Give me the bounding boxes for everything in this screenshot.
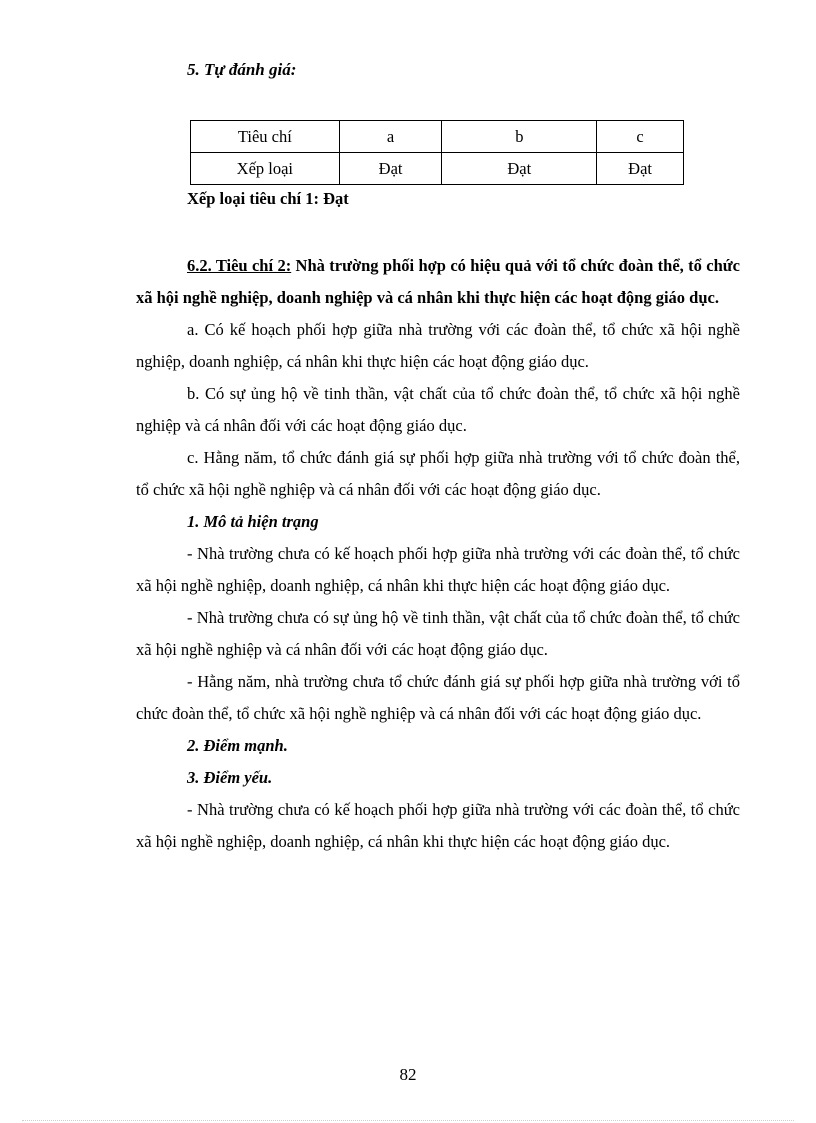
page-bottom-divider xyxy=(22,1120,794,1121)
requirement-c: c. Hằng năm, tổ chức đánh giá sự phối hợp giữa nhà trường với tổ chức đoàn thể, tổ chức xã hội nghề nghiệp và cá nhân đối với các hoạt động giáo dục. xyxy=(136,448,740,499)
page-number: 82 xyxy=(399,1065,417,1084)
criterion-2-title: Nhà trường phối hợp có hiệu quả với tổ chức đoàn thể, tổ chức xã hội nghề nghiệp, doanh nghiệp và cá nhân khi thực hiện các hoạt động giáo dục. xyxy=(136,256,740,307)
table-cell: Xếp loại xyxy=(191,153,340,185)
table-cell: Đạt xyxy=(339,153,442,185)
table-cell: c xyxy=(597,121,684,153)
requirement-a: a. Có kế hoạch phối hợp giữa nhà trường với các đoàn thể, tổ chức xã hội nghề nghiệp, doanh nghiệp, cá nhân khi thực hiện các hoạt động giáo dục. xyxy=(136,320,740,371)
criterion-2-number: 6.2. Tiêu chí 2: xyxy=(187,256,292,275)
requirement-b: b. Có sự ủng hộ về tinh thần, vật chất của tổ chức đoàn thể, tổ chức xã hội nghề nghiệp và cá nhân đối với các hoạt động giáo dục. xyxy=(136,384,740,435)
assessment-table xyxy=(190,120,684,185)
criterion-2-heading xyxy=(136,250,740,314)
current-state-heading: 1. Mô tả hiện trạng xyxy=(187,512,319,531)
criterion-1-rating: Xếp loại tiêu chí 1: Đạt xyxy=(187,189,349,208)
table-cell: Tiêu chí xyxy=(191,121,340,153)
table-row xyxy=(191,153,684,185)
weaknesses-heading: 3. Điểm yếu. xyxy=(187,768,273,787)
table-cell: Đạt xyxy=(442,153,597,185)
strengths-heading: 2. Điểm mạnh. xyxy=(187,736,288,755)
current-state-item: - Nhà trường chưa có kế hoạch phối hợp giữa nhà trường với các đoàn thể, tổ chức xã hội nghề nghiệp, doanh nghiệp, cá nhân khi thực hiện các hoạt động giáo dục. xyxy=(136,544,740,595)
table-row xyxy=(191,121,684,153)
self-assessment-heading: 5. Tự đánh giá: xyxy=(187,60,297,79)
current-state-item: - Nhà trường chưa có sự ủng hộ về tinh thần, vật chất của tổ chức đoàn thể, tổ chức xã hội nghề nghiệp và cá nhân đối với các hoạt động giáo dục. xyxy=(136,608,740,659)
current-state-item: - Hằng năm, nhà trường chưa tổ chức đánh giá sự phối hợp giữa nhà trường với tổ chức đoàn thể, tổ chức xã hội nghề nghiệp và cá nhân đối với các hoạt động giáo dục. xyxy=(136,672,740,723)
weakness-item: - Nhà trường chưa có kế hoạch phối hợp giữa nhà trường với các đoàn thể, tổ chức xã hội nghề nghiệp, doanh nghiệp, cá nhân khi thực hiện các hoạt động giáo dục. xyxy=(136,800,740,851)
table-cell: Đạt xyxy=(597,153,684,185)
table-cell: a xyxy=(339,121,442,153)
document-body xyxy=(136,250,740,858)
table-cell: b xyxy=(442,121,597,153)
